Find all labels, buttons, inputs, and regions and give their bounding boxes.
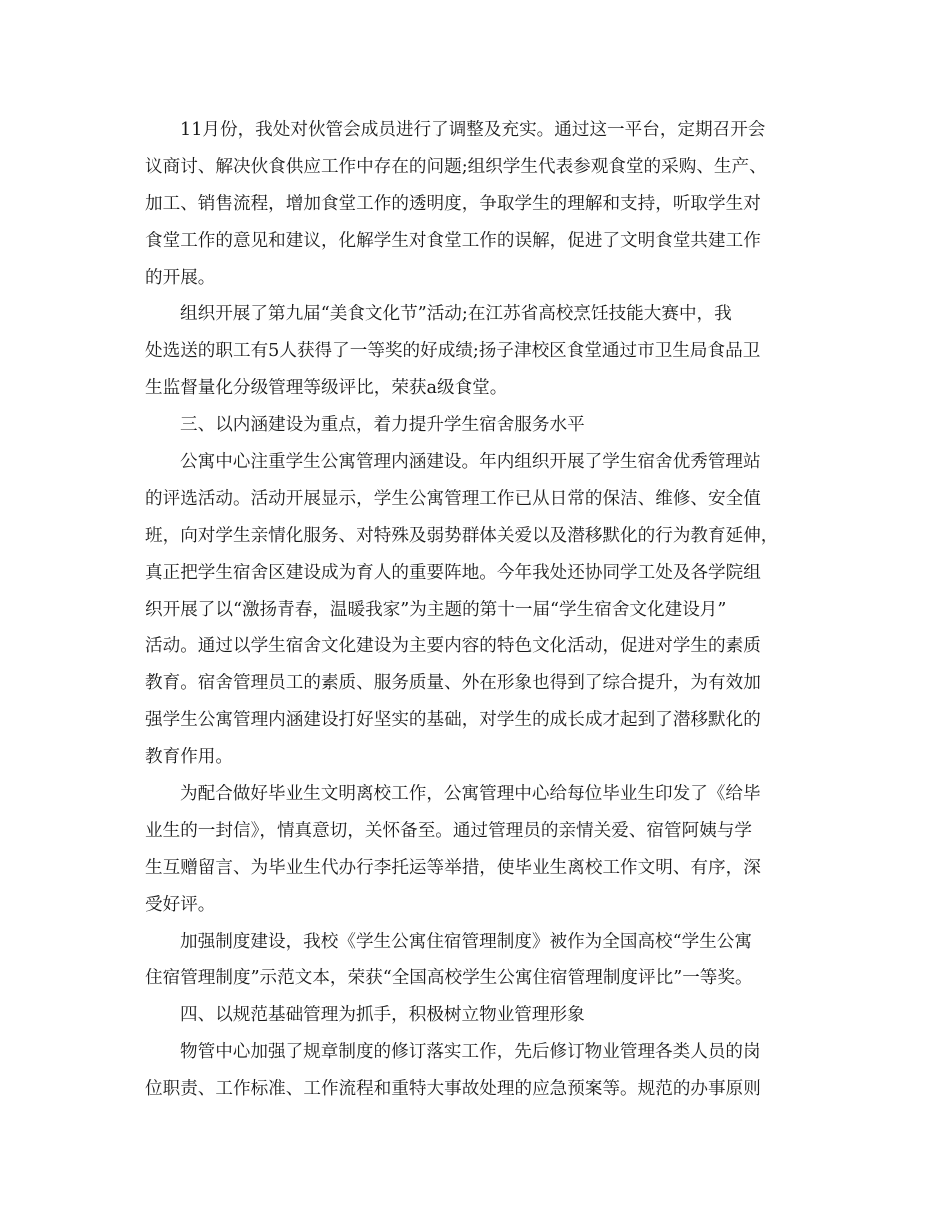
text-line: 11月份，我处对伙管会成员进行了调整及充实。通过这一平台，定期召开会 [180, 120, 766, 140]
section-heading-dormitory [145, 407, 810, 444]
text-line: 教育。宿舍管理员工的素质、服务质量、外在形象也得到了综合提升，为有效加 [145, 673, 761, 694]
text-line: 食堂工作的意见和建议，化解学生对食堂工作的误解，促进了文明食堂共建工作 [145, 230, 761, 251]
section-heading: 四、以规范基础管理为抓手，积极树立物业管理形象 [180, 1005, 585, 1026]
text-line: 活动。通过以学生宿舍文化建设为主要内容的特色文化活动，促进对学生的素质 [145, 636, 761, 657]
text-line: 组织开展了第九届“美食文化节”活动;在江苏省高校烹饪技能大赛中，我 [180, 304, 732, 325]
text-line: 真正把学生宿舍区建设成为育人的重要阵地。今年我处还协同学工处及各学院组 [145, 562, 761, 583]
paragraph-graduate-farewell [145, 776, 810, 924]
text-line: 生监督量化分级管理等级评比，荣获a级食堂。 [145, 378, 508, 399]
text-line: 议商讨、解决伙食供应工作中存在的问题;组织学生代表参观食堂的采购、生产、 [145, 156, 767, 177]
section-heading: 三、以内涵建设为重点，着力提升学生宿舍服务水平 [180, 415, 585, 436]
text-line: 的评选活动。活动开展显示，学生公寓管理工作已从日常的保洁、维修、安全值 [145, 488, 761, 509]
text-line: 物管中心加强了规章制度的修订落实工作，先后修订物业管理各类人员的岗 [180, 1042, 761, 1063]
text-line: 业生的一封信》，情真意切，关怀备至。通过管理员的亲情关爱、宿管阿姨与学 [145, 820, 752, 841]
text-line: 的开展。 [145, 267, 216, 288]
section-heading-property [145, 997, 810, 1034]
text-line: 加强制度建设，我校《学生公寓住宿管理制度》被作为全国高校“学生公寓 [180, 931, 752, 952]
text-line: 强学生公寓管理内涵建设打好坚实的基础，对学生的成长成才起到了潜移默化的 [145, 710, 761, 731]
document-page [145, 112, 810, 1108]
paragraph-system-building [145, 924, 810, 998]
text-line: 住宿管理制度”示范文本，荣获“全国高校学生公寓住宿管理制度评比”一等奖。 [145, 968, 753, 989]
paragraph-apartment-center [145, 444, 810, 776]
paragraph-canteen-committee [145, 112, 810, 296]
text-line: 班，向对学生亲情化服务、对特殊及弱势群体关爱以及潜移默化的行为教育延伸， [145, 525, 779, 546]
text-line: 位职责、工作标准、工作流程和重特大事故处理的应急预案等。规范的办事原则 [145, 1079, 761, 1100]
text-line: 生互赠留言、为毕业生代办行李托运等举措，使毕业生离校工作文明、有序，深 [145, 857, 761, 878]
text-line: 处选送的职工有5人获得了一等奖的好成绩;扬子津校区食堂通过市卫生局食品卫 [145, 341, 761, 362]
paragraph-food-festival [145, 296, 810, 407]
paragraph-property-center [145, 1034, 810, 1108]
text-line: 受好评。 [145, 894, 216, 915]
text-line: 加工、销售流程，增加食堂工作的透明度，争取学生的理解和支持，听取学生对 [145, 193, 761, 214]
text-line: 公寓中心注重学生公寓管理内涵建设。年内组织开展了学生宿舍优秀管理站 [180, 452, 761, 473]
text-line: 教育作用。 [145, 747, 233, 768]
text-line: 为配合做好毕业生文明离校工作，公寓管理中心给每位毕业生印发了《给毕 [180, 784, 761, 805]
text-line: 织开展了以“激扬青春，温暖我家”为主题的第十一届“学生宿舍文化建设月” [145, 599, 727, 620]
